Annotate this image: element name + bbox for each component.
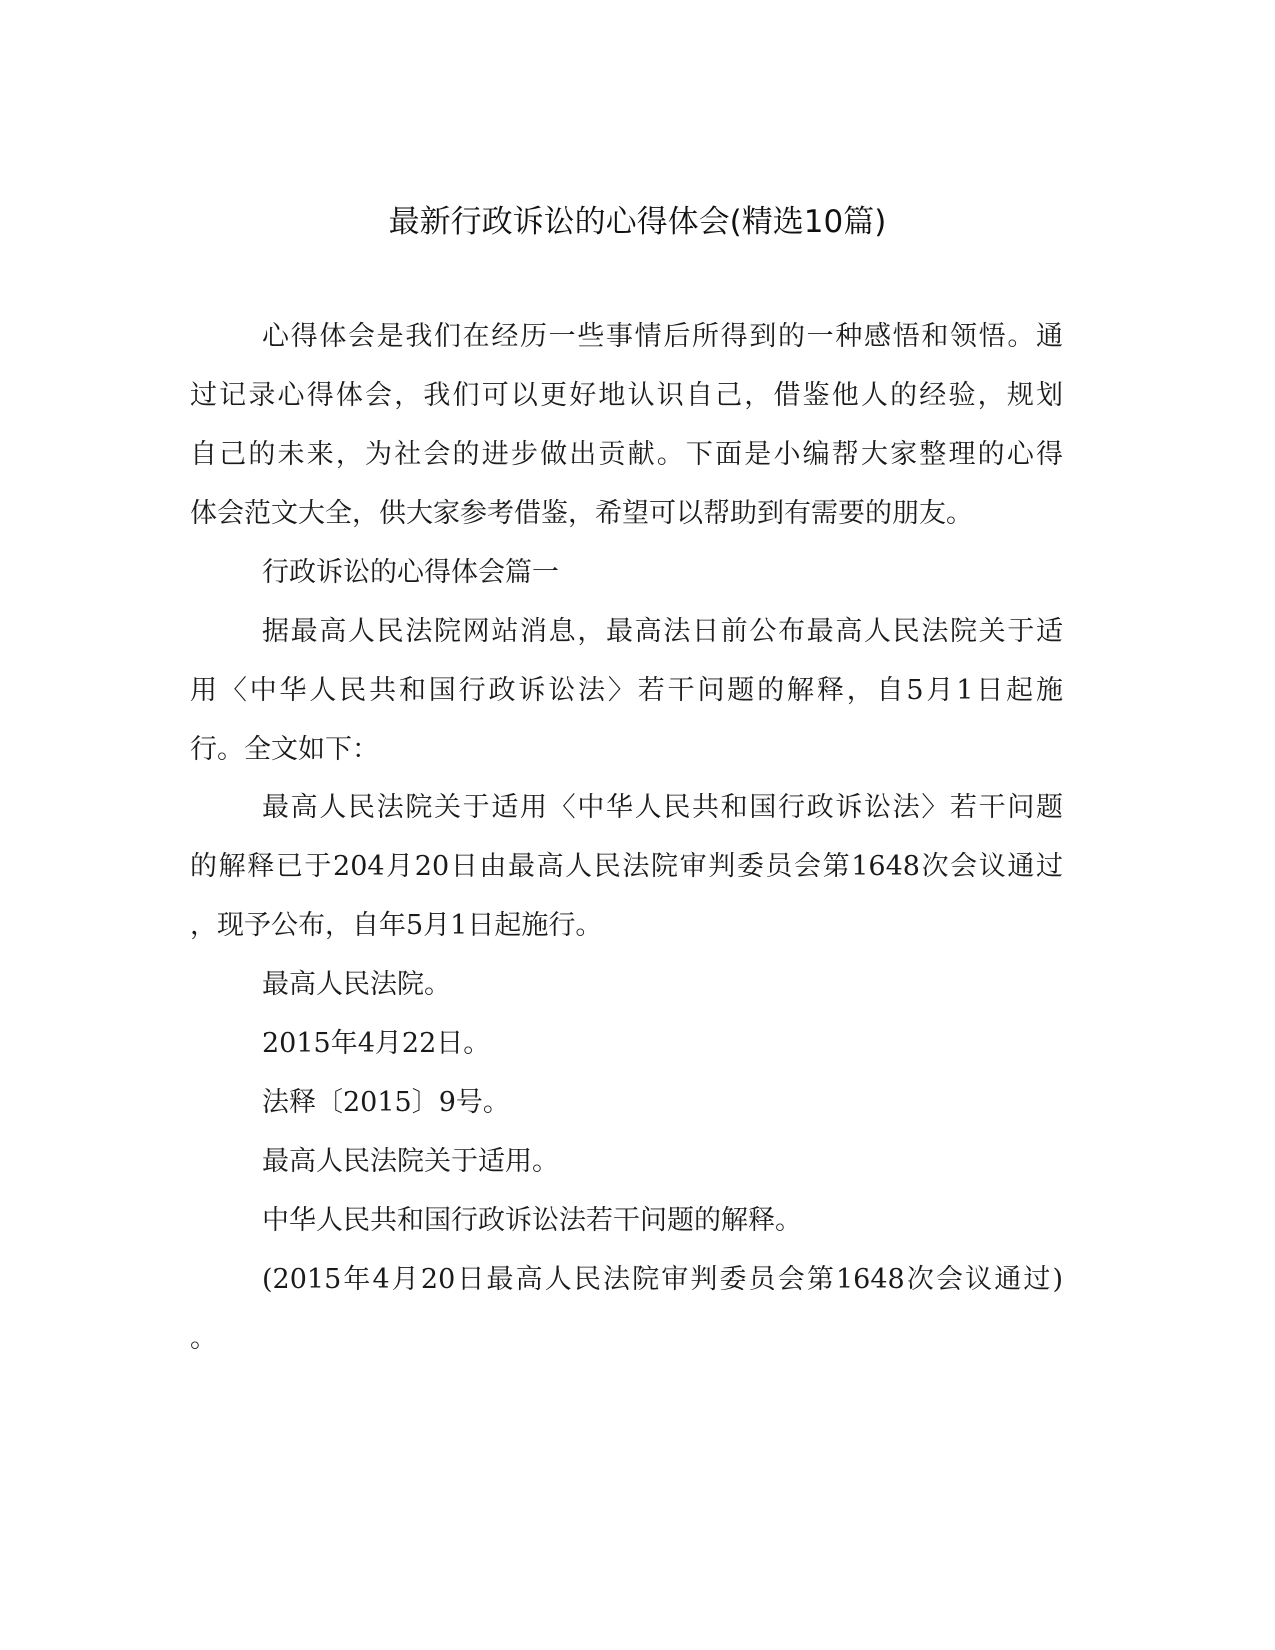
paragraph-line: 用〈中华人民共和国行政诉讼法〉若干问题的解释，自5月1日起施 bbox=[190, 675, 1063, 706]
paragraph-line: 心得体会是我们在经历一些事情后所得到的一种感悟和领悟。通 bbox=[262, 321, 1063, 352]
paragraph-line: 2015年4月22日。 bbox=[262, 1028, 491, 1059]
paragraph-line: (2015年4月20日最高人民法院审判委员会第1648次会议通过) bbox=[262, 1264, 1063, 1295]
paragraph-line: 法释〔2015〕9号。 bbox=[262, 1087, 510, 1118]
paragraph-line: 最高人民法院。 bbox=[262, 969, 451, 1000]
paragraph-line: 过记录心得体会，我们可以更好地认识自己，借鉴他人的经验，规划 bbox=[190, 380, 1063, 411]
paragraph-line: 。 bbox=[190, 1323, 217, 1354]
paragraph-line: 体会范文大全，供大家参考借鉴，希望可以帮助到有需要的朋友。 bbox=[190, 498, 973, 529]
paragraph-line: 行。全文如下： bbox=[190, 734, 379, 765]
paragraph-line: ，现予公布，自年5月1日起施行。 bbox=[190, 910, 603, 941]
paragraph-line: 中华人民共和国行政诉讼法若干问题的解释。 bbox=[262, 1205, 802, 1236]
paragraph-line: 最高人民法院关于适用。 bbox=[262, 1146, 559, 1177]
paragraph-line: 据最高人民法院网站消息，最高法日前公布最高人民法院关于适 bbox=[262, 616, 1063, 647]
section-heading: 行政诉讼的心得体会篇一 bbox=[262, 557, 559, 588]
document-title: 最新行政诉讼的心得体会(精选10篇) bbox=[388, 204, 887, 240]
paragraph-line: 自己的未来，为社会的进步做出贡献。下面是小编帮大家整理的心得 bbox=[190, 439, 1063, 470]
paragraph-line: 的解释已于204月20日由最高人民法院审判委员会第1648次会议通过 bbox=[190, 851, 1063, 882]
paragraph-line: 最高人民法院关于适用〈中华人民共和国行政诉讼法〉若干问题 bbox=[262, 792, 1063, 823]
